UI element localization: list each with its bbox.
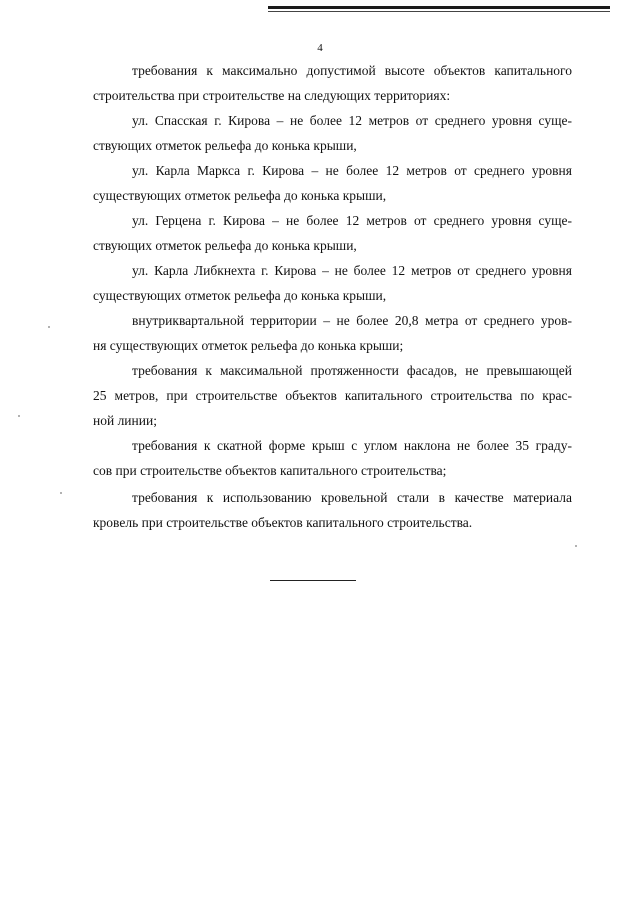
top-rule: [268, 6, 610, 9]
paragraph-3-line-1: ул. Карла Маркса г. Кирова – не более 12 метров от среднего уровня: [132, 163, 572, 178]
paragraph-4-line-1: ул. Герцена г. Кирова – не более 12 метров от среднего уровня суще-: [132, 213, 572, 228]
paragraph-1-line-2: строительства при строительстве на следующих территориях:: [93, 88, 451, 103]
end-of-document-rule: [270, 580, 356, 581]
paragraph-8-line-1: требования к скатной форме крыш с углом наклона не более 35 граду-: [132, 438, 572, 453]
paragraph-7-line-2: 25 метров, при строительстве объектов капитального строительства по крас-: [93, 388, 572, 403]
scan-speck: [60, 492, 62, 494]
scan-speck: [48, 326, 50, 328]
paragraph-7-line-3: ной линии;: [93, 413, 157, 428]
paragraph-9-line-1: требования к использованию кровельной стали в качестве материала: [132, 490, 572, 505]
paragraph-8-line-2: сов при строительстве объектов капитального строительства;: [93, 463, 447, 478]
paragraph-6-line-2: ня существующих отметок рельефа до конька крыши;: [93, 338, 404, 353]
scan-speck: [18, 415, 20, 417]
paragraph-1-line-1: требования к максимально допустимой высоте объектов капитального: [132, 63, 572, 78]
paragraph-7-line-1: требования к максимальной протяженности фасадов, не превышающей: [132, 363, 572, 378]
page-number: 4: [317, 42, 323, 54]
paragraph-5-line-2: существующих отметок рельефа до конька крыши,: [93, 288, 387, 303]
paragraph-2-line-1: ул. Спасская г. Кирова – не более 12 метров от среднего уровня суще-: [132, 113, 572, 128]
scan-speck: [575, 545, 577, 547]
paragraph-6-line-1: внутриквартальной территории – не более 20,8 метра от среднего уров-: [132, 313, 572, 328]
paragraph-4-line-2: ствующих отметок рельефа до конька крыши,: [93, 238, 357, 253]
top-rule-thin: [268, 11, 610, 12]
paragraph-2-line-2: ствующих отметок рельефа до конька крыши,: [93, 138, 357, 153]
paragraph-3-line-2: существующих отметок рельефа до конька крыши,: [93, 188, 387, 203]
paragraph-9-line-2: кровель при строительстве объектов капитального строительства.: [93, 515, 473, 530]
paragraph-5-line-1: ул. Карла Либкнехта г. Кирова – не более 12 метров от среднего уровня: [132, 263, 572, 278]
